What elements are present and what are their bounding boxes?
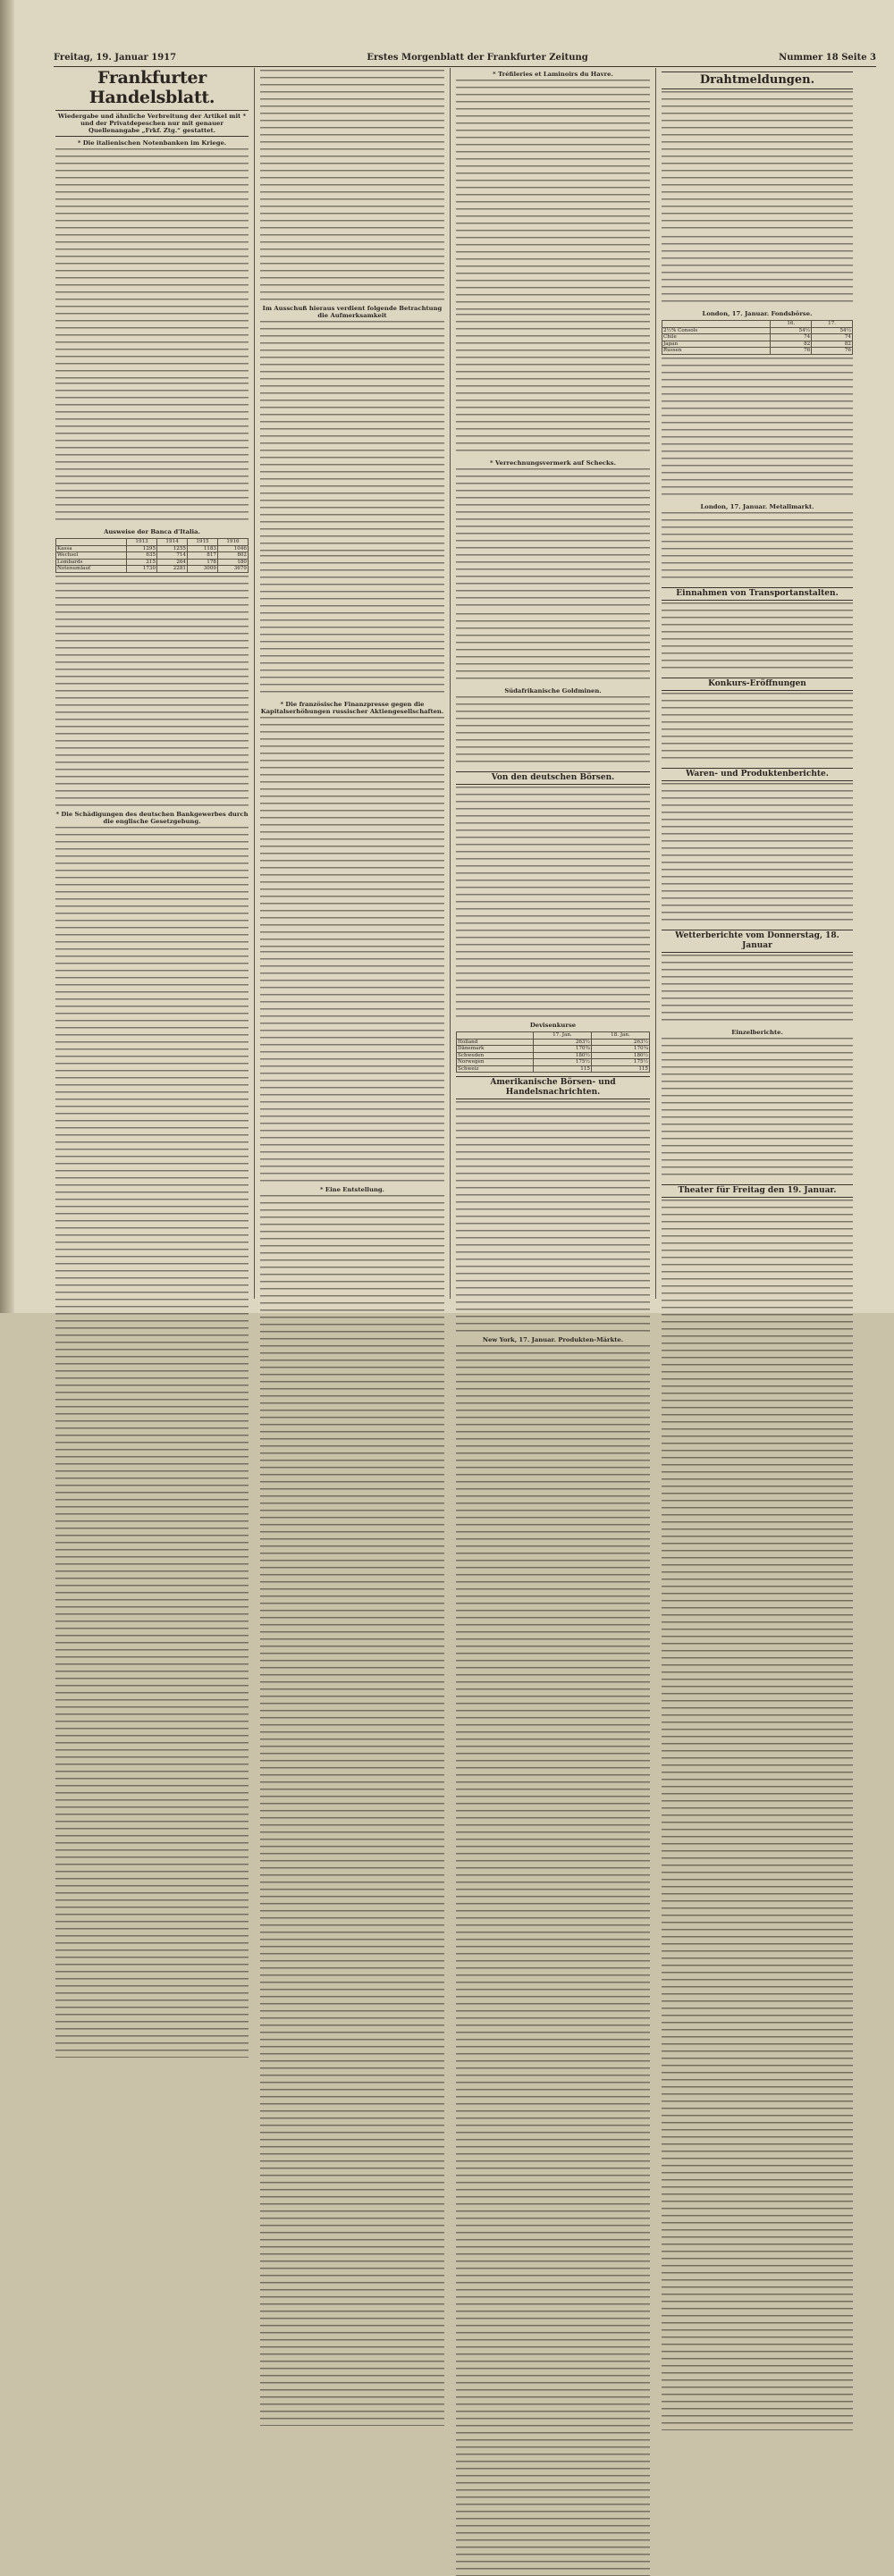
header-date: Freitag, 19. Januar 1917 bbox=[54, 52, 177, 63]
article-text bbox=[260, 1195, 444, 2426]
section-heading: Amerikanische Börsen- und Handelsnachrichten. bbox=[456, 1076, 650, 1099]
table-row: Lombards 215 264 178 180 bbox=[57, 559, 247, 565]
column-rule bbox=[254, 68, 255, 1299]
article-text bbox=[456, 314, 650, 457]
column-1 bbox=[55, 68, 249, 1299]
table-header-row: 17. Jan. 18. Jan. bbox=[457, 1032, 650, 1040]
column-4 bbox=[662, 68, 853, 1299]
london-exchange-table bbox=[662, 320, 853, 355]
header-edition: Erstes Morgenblatt der Frankfurter Zeitung bbox=[367, 52, 588, 63]
section-heading: Einnahmen von Transportanstalten. bbox=[662, 587, 853, 601]
article-text bbox=[260, 951, 444, 1183]
table-title: Ausweise der Banca d'Italia. bbox=[104, 528, 200, 535]
table-row: Japan 82 82 bbox=[663, 341, 851, 347]
header-page-number: Nummer 18 Seite 3 bbox=[779, 52, 876, 63]
table-row: Kassa 1295 1255 1183 1046 bbox=[57, 545, 247, 551]
section-heading: Waren- und Produktenberichte. bbox=[662, 768, 853, 781]
article-text bbox=[456, 613, 650, 685]
banca-italia-table bbox=[55, 538, 249, 573]
section-heading: Wetterberichte vom Donnerstag, 18. Januar bbox=[662, 930, 853, 953]
article-heading: * Tréfileries et Laminoirs du Havre. bbox=[493, 71, 613, 78]
article-text bbox=[662, 955, 853, 1026]
page-header bbox=[54, 50, 876, 67]
article-text bbox=[260, 717, 444, 949]
table-row: Chile 74 74 bbox=[663, 334, 851, 340]
page-binding-shadow bbox=[0, 0, 14, 1313]
table-title: New York, 17. Januar. Produkten-Märkte. bbox=[482, 1336, 624, 1343]
table-row: Russen 76 76 bbox=[663, 348, 851, 353]
table-title: Einzelberichte. bbox=[731, 1028, 783, 1036]
table-row: Schweden 180½ 180½ bbox=[458, 1052, 648, 1058]
article-text bbox=[662, 602, 853, 674]
article-heading: Südafrikanische Goldminen. bbox=[504, 687, 602, 695]
table-row: Dänemark 170¾ 170¾ bbox=[458, 1046, 648, 1051]
column-rule bbox=[450, 68, 451, 1299]
article-heading: * Die Schädigungen des deutschen Bankgewerbes durch die englische Gesetzgebung. bbox=[55, 810, 249, 825]
article-text bbox=[55, 383, 249, 526]
reprint-note: Wiedergabe und ähnliche Verbreitung der Artikel mit * und der Privatdepeschen nur mit genauer Quellenangabe „Frkf. Ztg.“ gestattet. bbox=[55, 110, 249, 137]
section-heading: Von den deutschen Börsen. bbox=[456, 771, 650, 785]
section-title: Frankfurter Handelsblatt. bbox=[89, 68, 215, 107]
article-text bbox=[55, 827, 249, 2058]
article-heading: * Die italienischen Notenbanken im Kriege. bbox=[77, 139, 227, 147]
table-header-row: 16. 17. bbox=[662, 321, 853, 328]
section-heading: Theater für Freitag den 19. Januar. bbox=[662, 1184, 853, 1198]
article-text bbox=[662, 236, 853, 307]
article-heading: * Die französische Finanzpresse gegen die Kapitalserhöhungen russischer Aktiengesellschaften. bbox=[260, 701, 444, 715]
article-heading: * Verrechnungsvermerk auf Schecks. bbox=[490, 459, 616, 467]
article-text bbox=[662, 512, 853, 584]
section-heading: Konkurs-Eröffnungen bbox=[662, 678, 853, 691]
article-text bbox=[260, 321, 444, 553]
table-title: Devisenkurse bbox=[529, 1022, 577, 1029]
article-text bbox=[662, 783, 853, 926]
article-text bbox=[456, 1345, 650, 2576]
column-rule bbox=[655, 68, 656, 1299]
article-heading: Im Ausschuß hieraus verdient folgende Betrachtung die Aufmerksamkeit bbox=[262, 305, 443, 319]
column-2 bbox=[260, 68, 444, 1299]
section-title: Drahtmeldungen. bbox=[662, 72, 853, 89]
article-text bbox=[456, 787, 650, 1019]
article-text bbox=[55, 576, 249, 808]
article-text bbox=[662, 91, 853, 234]
table-title: London, 17. Januar. Fondsbörse. bbox=[702, 310, 813, 317]
table-row: 2½% Consols 54½ 54½ bbox=[663, 327, 851, 333]
article-text bbox=[260, 70, 444, 302]
table-row: Notenumlauf 1730 2281 3009 3679 bbox=[57, 566, 247, 571]
article-text bbox=[662, 1038, 853, 1181]
devisen-table bbox=[456, 1031, 650, 1073]
article-text bbox=[662, 693, 853, 764]
table-row: Schweiz 115 115 bbox=[458, 1065, 648, 1072]
article-text bbox=[456, 696, 650, 768]
article-text bbox=[260, 555, 444, 698]
table-title: London, 17. Januar. Metallmarkt. bbox=[700, 502, 814, 510]
article-text bbox=[456, 1101, 650, 1334]
article-text bbox=[456, 468, 650, 611]
table-header-row: 1913 1914 1915 1916 bbox=[56, 539, 249, 546]
article-text bbox=[662, 358, 853, 501]
article-heading: * Eine Entstellung. bbox=[319, 1186, 385, 1193]
table-row: Holland 263½ 263½ bbox=[458, 1039, 648, 1045]
article-text bbox=[662, 1200, 853, 2430]
column-3 bbox=[456, 68, 650, 1343]
table-row: Norwegen 175½ 175½ bbox=[458, 1059, 648, 1065]
article-text bbox=[55, 148, 249, 381]
table-row: Wechsel 635 714 817 802 bbox=[57, 552, 247, 558]
article-text bbox=[456, 80, 650, 312]
